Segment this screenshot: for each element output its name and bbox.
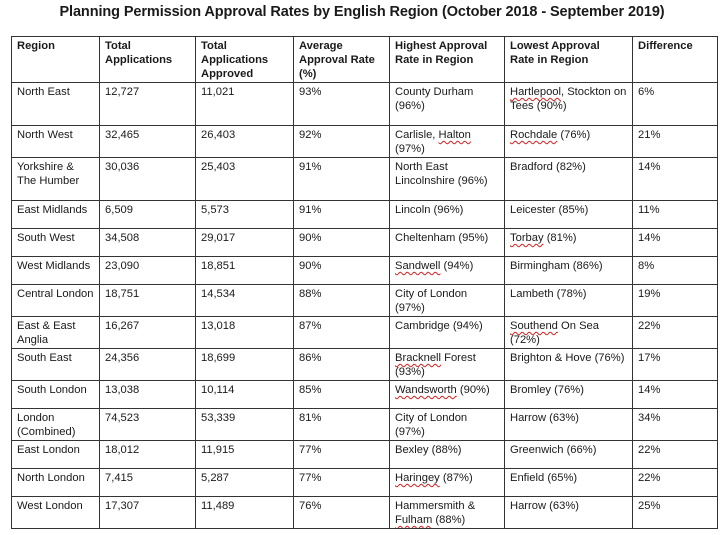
cell-total-applications: 7,415 [100, 469, 196, 497]
cell-average-rate: 86% [294, 349, 390, 381]
cell-total-approved: 18,851 [196, 257, 294, 285]
cell-average-rate: 76% [294, 497, 390, 529]
cell-total-approved: 13,018 [196, 317, 294, 349]
cell-total-approved: 11,489 [196, 497, 294, 529]
cell-region: London (Combined) [12, 409, 100, 441]
cell-lowest-rate: Southend On Sea (72%) [505, 317, 633, 349]
table-row [12, 229, 718, 257]
cell-difference: 34% [633, 409, 718, 441]
table-body [12, 83, 718, 529]
cell-highest-rate: Haringey (87%) [390, 469, 505, 497]
cell-total-approved: 53,339 [196, 409, 294, 441]
cell-total-approved: 5,287 [196, 469, 294, 497]
cell-region: South East [12, 349, 100, 381]
cell-difference: 22% [633, 441, 718, 469]
cell-highest-rate: City of London (97%) [390, 409, 505, 441]
cell-difference: 14% [633, 229, 718, 257]
cell-total-applications: 24,356 [100, 349, 196, 381]
cell-lowest-rate: Enfield (65%) [505, 469, 633, 497]
cell-difference: 17% [633, 349, 718, 381]
cell-lowest-rate: Hartlepool, Stockton on Tees (90%) [505, 83, 633, 126]
cell-highest-rate: Cambridge (94%) [390, 317, 505, 349]
cell-highest-rate: County Durham (96%) [390, 83, 505, 126]
cell-difference: 14% [633, 158, 718, 201]
column-header-region: Region [12, 37, 100, 83]
cell-average-rate: 91% [294, 201, 390, 229]
cell-lowest-rate: Lambeth (78%) [505, 285, 633, 317]
cell-total-approved: 29,017 [196, 229, 294, 257]
cell-total-approved: 11,915 [196, 441, 294, 469]
cell-total-approved: 25,403 [196, 158, 294, 201]
cell-highest-rate: North East Lincolnshire (96%) [390, 158, 505, 201]
cell-lowest-rate: Harrow (63%) [505, 409, 633, 441]
table-row [12, 381, 718, 409]
cell-difference: 21% [633, 126, 718, 158]
cell-average-rate: 77% [294, 469, 390, 497]
cell-average-rate: 90% [294, 257, 390, 285]
header-row [12, 37, 718, 83]
cell-highest-rate: Cheltenham (95%) [390, 229, 505, 257]
cell-average-rate: 87% [294, 317, 390, 349]
cell-total-approved: 14,534 [196, 285, 294, 317]
cell-average-rate: 90% [294, 229, 390, 257]
cell-total-applications: 13,038 [100, 381, 196, 409]
cell-difference: 6% [633, 83, 718, 126]
cell-region: Central London [12, 285, 100, 317]
cell-total-approved: 5,573 [196, 201, 294, 229]
cell-average-rate: 91% [294, 158, 390, 201]
cell-total-applications: 18,751 [100, 285, 196, 317]
cell-difference: 25% [633, 497, 718, 529]
cell-lowest-rate: Bradford (82%) [505, 158, 633, 201]
table-row [12, 469, 718, 497]
cell-total-applications: 23,090 [100, 257, 196, 285]
cell-difference: 22% [633, 469, 718, 497]
table-row [12, 285, 718, 317]
table-row [12, 201, 718, 229]
cell-region: South London [12, 381, 100, 409]
table-row [12, 83, 718, 126]
cell-highest-rate: City of London (97%) [390, 285, 505, 317]
cell-lowest-rate: Rochdale (76%) [505, 126, 633, 158]
cell-total-approved: 18,699 [196, 349, 294, 381]
cell-region: Yorkshire & The Humber [12, 158, 100, 201]
cell-region: East London [12, 441, 100, 469]
cell-average-rate: 85% [294, 381, 390, 409]
cell-total-applications: 17,307 [100, 497, 196, 529]
cell-total-applications: 74,523 [100, 409, 196, 441]
cell-lowest-rate: Leicester (85%) [505, 201, 633, 229]
cell-lowest-rate: Harrow (63%) [505, 497, 633, 529]
cell-lowest-rate: Greenwich (66%) [505, 441, 633, 469]
cell-difference: 14% [633, 381, 718, 409]
cell-total-approved: 11,021 [196, 83, 294, 126]
cell-total-applications: 12,727 [100, 83, 196, 126]
column-header-lowest-rate: Lowest Approval Rate in Region [505, 37, 633, 83]
cell-region: North London [12, 469, 100, 497]
table-row [12, 409, 718, 441]
cell-highest-rate: Bracknell Forest (93%) [390, 349, 505, 381]
cell-region: East & East Anglia [12, 317, 100, 349]
cell-average-rate: 93% [294, 83, 390, 126]
table-row [12, 317, 718, 349]
cell-highest-rate: Bexley (88%) [390, 441, 505, 469]
column-header-average-rate: Average Approval Rate (%) [294, 37, 390, 83]
cell-total-applications: 30,036 [100, 158, 196, 201]
cell-total-applications: 34,508 [100, 229, 196, 257]
cell-total-approved: 26,403 [196, 126, 294, 158]
table-row [12, 441, 718, 469]
cell-difference: 11% [633, 201, 718, 229]
cell-lowest-rate: Brighton & Hove (76%) [505, 349, 633, 381]
cell-region: North West [12, 126, 100, 158]
table-row [12, 257, 718, 285]
cell-total-applications: 32,465 [100, 126, 196, 158]
table-row [12, 349, 718, 381]
column-header-total-applications: Total Applications [100, 37, 196, 83]
cell-highest-rate: Sandwell (94%) [390, 257, 505, 285]
cell-total-applications: 6,509 [100, 201, 196, 229]
cell-lowest-rate: Torbay (81%) [505, 229, 633, 257]
cell-highest-rate: Wandsworth (90%) [390, 381, 505, 409]
cell-region: West Midlands [12, 257, 100, 285]
cell-region: North East [12, 83, 100, 126]
cell-region: West London [12, 497, 100, 529]
cell-highest-rate: Lincoln (96%) [390, 201, 505, 229]
cell-total-applications: 16,267 [100, 317, 196, 349]
column-header-total-approved: Total Applications Approved [196, 37, 294, 83]
cell-average-rate: 81% [294, 409, 390, 441]
cell-region: East Midlands [12, 201, 100, 229]
cell-total-approved: 10,114 [196, 381, 294, 409]
cell-average-rate: 92% [294, 126, 390, 158]
cell-highest-rate: Carlisle, Halton (97%) [390, 126, 505, 158]
approval-rates-table [11, 36, 718, 529]
cell-difference: 19% [633, 285, 718, 317]
column-header-difference: Difference [633, 37, 718, 83]
cell-lowest-rate: Birmingham (86%) [505, 257, 633, 285]
table-row [12, 126, 718, 158]
cell-total-applications: 18,012 [100, 441, 196, 469]
table-row [12, 497, 718, 529]
cell-average-rate: 77% [294, 441, 390, 469]
page-title: Planning Permission Approval Rates by English Region (October 2018 - September 2019) [59, 4, 665, 20]
cell-average-rate: 88% [294, 285, 390, 317]
column-header-highest-rate: Highest Approval Rate in Region [390, 37, 505, 83]
table-row [12, 158, 718, 201]
cell-region: South West [12, 229, 100, 257]
cell-lowest-rate: Bromley (76%) [505, 381, 633, 409]
cell-highest-rate: Hammersmith & Fulham (88%) [390, 497, 505, 529]
cell-difference: 22% [633, 317, 718, 349]
cell-difference: 8% [633, 257, 718, 285]
